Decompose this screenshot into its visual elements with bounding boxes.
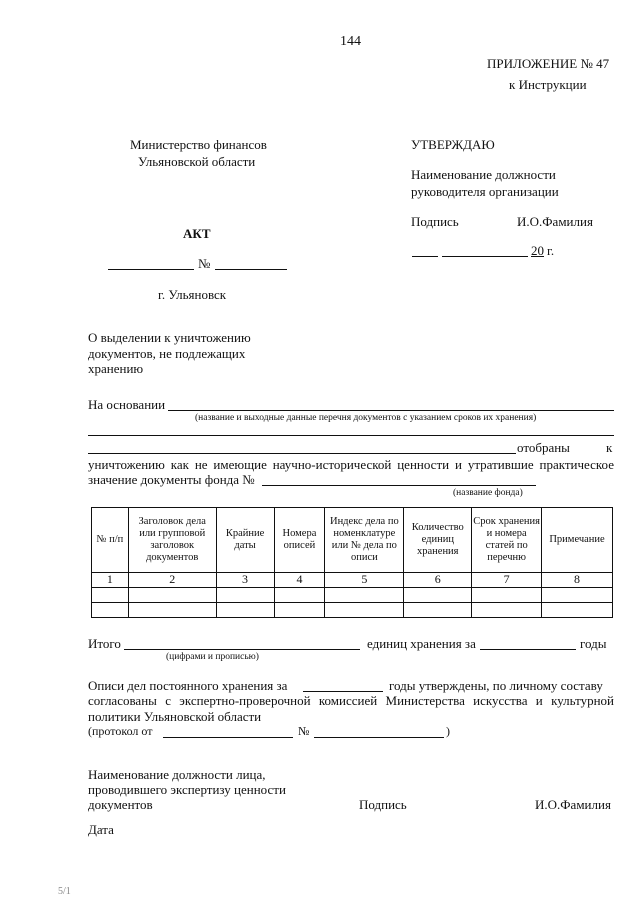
basis-line-3 xyxy=(88,453,516,454)
header-dates: Крайние даты xyxy=(216,508,274,573)
column-number-cell: 7 xyxy=(472,573,542,588)
approval-day-line xyxy=(412,256,438,257)
ministry-line1: Министерство финансов xyxy=(130,137,267,152)
table-cell xyxy=(542,587,613,602)
approval-year-label: 20 xyxy=(531,243,544,258)
act-number-sign: № xyxy=(198,256,211,271)
total-units-label: единиц хранения за xyxy=(367,636,476,651)
column-number-cell: 5 xyxy=(325,573,404,588)
total-label: Итого xyxy=(88,636,121,651)
table-cell xyxy=(325,587,404,602)
table-cell xyxy=(274,587,325,602)
table-cell xyxy=(404,587,472,602)
basis-fund-line xyxy=(262,485,536,486)
table-row xyxy=(92,587,613,602)
table-cell xyxy=(216,587,274,602)
table-cell xyxy=(128,602,216,617)
basis-label: На основании xyxy=(88,397,166,412)
act-date-line xyxy=(108,269,194,270)
protocol-close: ) xyxy=(446,724,450,738)
table-cell xyxy=(216,602,274,617)
table-cell xyxy=(325,602,404,617)
basis-destroy-text: уничтожению как не имеющие научно-исторической ценности и утратившие практическое xyxy=(88,457,614,472)
basis-fund-label: значение документы фонда № xyxy=(88,472,255,487)
table-header-row xyxy=(92,508,613,573)
subject-line3: хранению xyxy=(88,361,144,376)
header-term: Срок хранения и номера статей по перечню xyxy=(472,508,542,573)
table-numbers-row xyxy=(92,573,613,588)
basis-line xyxy=(168,410,614,411)
protocol-from: (протокол от xyxy=(88,724,153,738)
basis-fund-hint: (название фонда) xyxy=(453,488,523,498)
column-number-cell: 8 xyxy=(542,573,613,588)
basis-to: к xyxy=(606,440,613,455)
approval-position-line2: руководителя организации xyxy=(411,184,559,199)
basis-line-2 xyxy=(88,435,614,436)
total-years-line xyxy=(480,649,576,650)
act-city: г. Ульяновск xyxy=(158,287,227,302)
header-index: Индекс дела по номенклатуре или № дела по описи xyxy=(325,508,404,573)
column-number-cell: 6 xyxy=(404,573,472,588)
page-number: 144 xyxy=(340,34,361,49)
approval-year-line xyxy=(531,256,544,257)
total-hint: (цифрами и прописью) xyxy=(166,652,259,662)
approval-title: УТВЕРЖДАЮ xyxy=(411,137,495,152)
table-cell xyxy=(404,602,472,617)
approval-year-suffix: г. xyxy=(547,243,555,258)
approval-month-line xyxy=(442,256,528,257)
column-number-cell: 4 xyxy=(274,573,325,588)
table-row xyxy=(92,602,613,617)
expert-line3: документов xyxy=(88,797,153,812)
inventories-years-line xyxy=(303,691,383,692)
column-number-cell: 1 xyxy=(92,573,129,588)
subject-line2: документов, не подлежащих xyxy=(88,346,246,361)
footer-mark: 5/1 xyxy=(58,886,71,897)
expert-line1: Наименование должности лица, xyxy=(88,767,266,782)
total-years-label: годы xyxy=(580,636,607,651)
expert-name-label: И.О.Фамилия xyxy=(535,797,611,812)
subject-line1: О выделении к уничтожению xyxy=(88,330,251,345)
expert-signature-label: Подпись xyxy=(359,797,407,812)
inventories-text-a: Описи дел постоянного хранения за xyxy=(88,678,288,693)
date-label: Дата xyxy=(88,822,114,837)
column-number-cell: 3 xyxy=(216,573,274,588)
table-cell xyxy=(128,587,216,602)
inventories-text-b: годы утверждены, по личному составу xyxy=(389,678,603,693)
inventories-line3: политики Ульяновской области xyxy=(88,709,262,724)
header-number: № п/п xyxy=(92,508,129,573)
table-cell xyxy=(472,587,542,602)
approval-signature-label: Подпись xyxy=(411,214,459,229)
appendix-subtitle: к Инструкции xyxy=(509,77,587,92)
basis-hint: (название и выходные данные перечня документов с указанием сроков их хранения) xyxy=(195,413,537,423)
header-title: Заголовок дела или групповой заголовок документов xyxy=(128,508,216,573)
table-cell xyxy=(472,602,542,617)
approval-name-label: И.О.Фамилия xyxy=(517,214,593,229)
appendix-title: ПРИЛОЖЕНИЕ № 47 xyxy=(487,56,610,71)
header-quantity: Количество единиц хранения xyxy=(404,508,472,573)
table-cell xyxy=(92,587,129,602)
protocol-date-line xyxy=(163,737,293,738)
inventories-line2: согласованы с экспертно-проверочной комиссией Министерства искусства и культурной xyxy=(88,693,614,708)
act-number-line xyxy=(215,269,287,270)
act-title: АКТ xyxy=(183,226,211,241)
header-note: Примечание xyxy=(542,508,613,573)
basis-selected: отобраны xyxy=(517,440,570,455)
total-line xyxy=(124,649,360,650)
protocol-no: № xyxy=(298,724,310,738)
approval-position-line1: Наименование должности xyxy=(411,167,556,182)
table-cell xyxy=(274,602,325,617)
table-cell xyxy=(92,602,129,617)
header-inventories: Номера описей xyxy=(274,508,325,573)
protocol-number-line xyxy=(314,737,444,738)
column-number-cell: 2 xyxy=(128,573,216,588)
table-cell xyxy=(542,602,613,617)
documents-table xyxy=(91,507,613,618)
ministry-line2: Ульяновской области xyxy=(138,154,256,169)
expert-line2: проводившего экспертизу ценности xyxy=(88,782,286,797)
